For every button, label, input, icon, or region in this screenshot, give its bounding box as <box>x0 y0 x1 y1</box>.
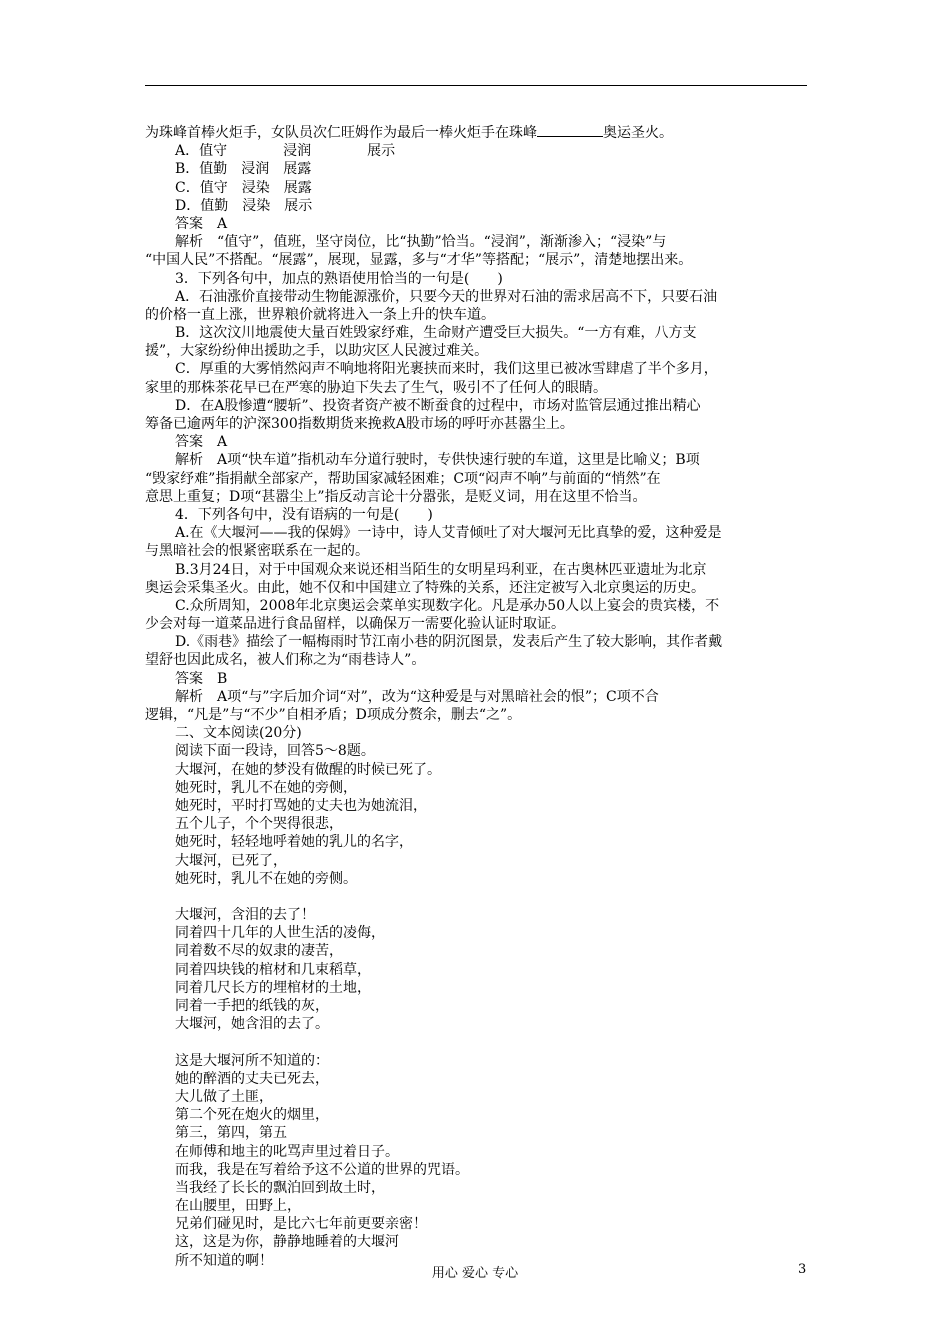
page-number: 3 <box>798 1262 807 1277</box>
text-line <box>145 124 807 142</box>
text-line <box>145 451 807 469</box>
text-line <box>145 797 807 815</box>
line-text: 同着几尺长方的埋棺材的土地， <box>175 979 371 996</box>
text-line <box>145 379 807 397</box>
text-line <box>145 979 807 997</box>
line-text: 逻辑，“凡是”与“不少”自相矛盾；D项成分赘余，删去“之”。 <box>145 707 522 723</box>
text-line <box>145 233 807 251</box>
text-line <box>145 724 807 742</box>
line-text: 答案 A <box>175 434 228 451</box>
page-footer: 用心 爱心 专心 <box>431 1266 519 1281</box>
line-text: C．值守 浸染 展露 <box>175 179 312 196</box>
line-text: 家里的那株茶花早已在严寒的胁迫下失去了生气，吸引不了任何人的眼睛。 <box>145 379 607 396</box>
text-line <box>145 779 807 797</box>
text-line <box>145 615 807 633</box>
line-text: 同着四块钱的棺材和几束稻草， <box>175 961 371 978</box>
text-line <box>145 360 807 378</box>
text-line <box>145 1124 807 1142</box>
text-line <box>145 342 807 360</box>
text-line <box>145 1215 807 1233</box>
text-line <box>145 215 807 233</box>
line-text: 为珠峰首棒火炬手，女队员次仁旺姆作为最后一棒火炬手在珠峰 <box>145 125 537 141</box>
line-text: 所不知道的啊！ <box>175 1252 273 1269</box>
line-text: “毁家纾难”指捐献全部家产，帮助国家减轻困难；C项“闷声不响”与前面的“悄然”在 <box>145 470 661 487</box>
line-text: 五个儿子，个个哭得很悲， <box>175 816 343 833</box>
line-text: 3．下列各句中，加点的熟语使用恰当的一句是( ) <box>175 270 503 287</box>
line-text: 大堰河，她含泪的去了。 <box>175 1016 329 1033</box>
text-line <box>145 160 807 178</box>
text-line <box>145 688 807 706</box>
text-line <box>145 270 807 288</box>
text-line <box>145 997 807 1015</box>
line-text: 她死时，乳儿不在她的旁侧。 <box>175 870 357 887</box>
line-text: D．在A股惨遭“腰斩”、投资者资产被不断蚕食的过程中，市场对监管层通过推出精心 <box>175 397 701 414</box>
line-text: 这是大堰河所不知道的： <box>175 1052 329 1069</box>
line-text: 奥运会采集圣火。由此，她不仅和中国建立了特殊的关系，还注定被写入北京奥运的历史。 <box>145 579 705 596</box>
line-text: B．值勤 浸润 展露 <box>175 161 312 178</box>
line-text-tail: 奥运圣火。 <box>603 125 673 141</box>
line-text: 她死时，轻轻地呼着她的乳儿的名字， <box>175 834 413 851</box>
line-text: D.《雨巷》描绘了一幅梅雨时节江南小巷的阴沉图景，发表后产生了较大影响，其作者戴 <box>175 634 723 651</box>
fill-blank <box>537 124 603 137</box>
line-text: A．石油涨价直接带动生物能源涨价，只要今天的世界对石油的需求居高不下，只要石油 <box>175 288 718 305</box>
line-text: 解析 A项“快车道”指机动车分道行驶时，专供快速行驶的车道，这里是比喻义；B项 <box>175 452 700 469</box>
text-line <box>145 470 807 488</box>
text-line <box>145 561 807 579</box>
text-line <box>145 197 807 215</box>
line-text: 大堰河，在她的梦没有做醒的时候已死了。 <box>175 761 441 778</box>
text-line <box>145 833 807 851</box>
line-text: A.在《大堰河——我的保姆》一诗中，诗人艾青倾吐了对大堰河无比真挚的爱，这种爱是 <box>175 525 722 542</box>
text-line <box>145 961 807 979</box>
text-line <box>145 942 807 960</box>
line-text: 大堰河，已死了， <box>175 852 287 869</box>
line-text: 二、文本阅读(20分) <box>175 725 302 742</box>
line-text: 同着一手把的纸钱的灰， <box>175 998 329 1014</box>
line-text: 她死时，乳儿不在她的旁侧， <box>175 779 357 796</box>
text-line <box>145 633 807 651</box>
text-line <box>145 397 807 415</box>
text-line <box>145 815 807 833</box>
line-text: 望舒也因此成名，被人们称之为“雨巷诗人”。 <box>145 652 426 669</box>
line-text: 解析 “值守”，值班，坚守岗位，比“执勤”恰当。“浸润”，渐渐渗入；“浸染”与 <box>175 234 667 251</box>
text-line <box>145 542 807 560</box>
line-text: 兄弟们碰见时，是比六七年前更要亲密！ <box>175 1216 427 1233</box>
line-text: 筹备已逾两年的沪深300指数期货来挽救A股市场的呼吁亦甚嚣尘上。 <box>145 416 574 432</box>
text-line <box>145 306 807 324</box>
line-text: 同着数不尽的奴隶的凄苦， <box>175 943 343 960</box>
line-text: 而我，我是在写着给予这不公道的世界的咒语。 <box>175 1161 469 1178</box>
text-line <box>145 433 807 451</box>
text-line <box>145 1161 807 1179</box>
line-text: 4．下列各句中，没有语病的一句是( ) <box>175 506 433 523</box>
line-text: 第三，第四，第五 <box>175 1125 287 1142</box>
header-rule <box>145 85 807 86</box>
line-text: 援”，大家纷纷伸出援助之手，以助灾区人民渡过难关。 <box>145 343 489 360</box>
line-text: 大堰河，含泪的去了！ <box>175 907 315 924</box>
line-text: 阅读下面一段诗，回答5～8题。 <box>175 743 375 760</box>
line-text: 大儿做了土匪， <box>175 1088 273 1105</box>
blank-line <box>145 888 807 906</box>
text-line <box>145 1197 807 1215</box>
text-line <box>145 1070 807 1088</box>
text-line <box>145 852 807 870</box>
text-line <box>145 288 807 306</box>
line-text: D．值勤 浸染 展示 <box>175 197 313 214</box>
text-line <box>145 488 807 506</box>
text-line <box>145 761 807 779</box>
line-text: C.众所周知，2008年北京奥运会菜单实现数字化。凡是承办50人以上宴会的贵宾楼，不 <box>175 597 720 614</box>
text-line <box>145 1106 807 1124</box>
line-text: B．这次汶川地震使大量百姓毁家纾难，生命财产遭受巨大损失。“一方有难，八方支 <box>175 325 697 342</box>
line-text: 在师傅和地主的叱骂声里过着日子。 <box>175 1143 399 1160</box>
line-text: A．值守 浸润 展示 <box>175 143 396 160</box>
line-text: 她的醉酒的丈夫已死去， <box>175 1070 329 1087</box>
line-text: 在山腰里，田野上， <box>175 1198 301 1215</box>
text-line <box>145 1015 807 1033</box>
line-text: 与黑暗社会的恨紧密联系在一起的。 <box>145 543 369 560</box>
line-text: 答案 B <box>175 670 228 687</box>
line-text: 答案 A <box>175 215 228 232</box>
text-line <box>145 579 807 597</box>
text-line <box>145 251 807 269</box>
line-text: B.3月24日，对于中国观众来说还相当陌生的女明星玛利亚，在古奥林匹亚遗址为北京 <box>175 561 707 578</box>
text-line <box>145 1233 807 1251</box>
text-line <box>145 706 807 724</box>
line-text: C．厚重的大雾悄然闷声不响地将阳光裹挟而来时，我们这里已被冰雪肆虐了半个多月， <box>175 361 718 378</box>
line-text: 解析 A项“与”字后加介词“对”，改为“这种爱是与对黑暗社会的恨”；C项不合 <box>175 688 659 705</box>
line-text: 同着四十几年的人世生活的凌侮， <box>175 925 385 942</box>
document-body <box>145 124 807 1270</box>
line-text: “中国人民”不搭配。“展露”，展现，显露，多与“才华”等搭配；“展示”，清楚地摆出来。 <box>145 252 693 269</box>
line-text: 的价格一直上涨，世界粮价就将进入一条上升的快车道。 <box>145 306 495 323</box>
text-line <box>145 524 807 542</box>
text-line <box>145 742 807 760</box>
text-line <box>145 906 807 924</box>
text-line <box>145 870 807 888</box>
text-line <box>145 670 807 688</box>
text-line <box>145 1088 807 1106</box>
text-line <box>145 142 807 160</box>
line-text: 少会对每一道菜品进行食品留样，以确保万一需要化验认证时取证。 <box>145 616 565 633</box>
text-line <box>145 179 807 197</box>
line-text: 意思上重复；D项“甚嚣尘上”指反动言论十分嚣张，是贬义词，用在这里不恰当。 <box>145 488 647 505</box>
text-line <box>145 924 807 942</box>
text-line <box>145 1052 807 1070</box>
blank-line <box>145 1033 807 1051</box>
line-text: 这，这是为你，静静地睡着的大堰河 <box>175 1234 399 1251</box>
text-line <box>145 651 807 669</box>
line-text: 第二个死在炮火的烟里， <box>175 1107 329 1124</box>
text-line <box>145 597 807 615</box>
text-line <box>145 1143 807 1161</box>
text-line <box>145 415 807 433</box>
text-line <box>145 324 807 342</box>
text-line <box>145 1179 807 1197</box>
line-text: 她死时，平时打骂她的丈夫也为她流泪， <box>175 797 427 814</box>
text-line <box>145 506 807 524</box>
line-text: 当我经了长长的飘泊回到故土时， <box>175 1179 385 1196</box>
